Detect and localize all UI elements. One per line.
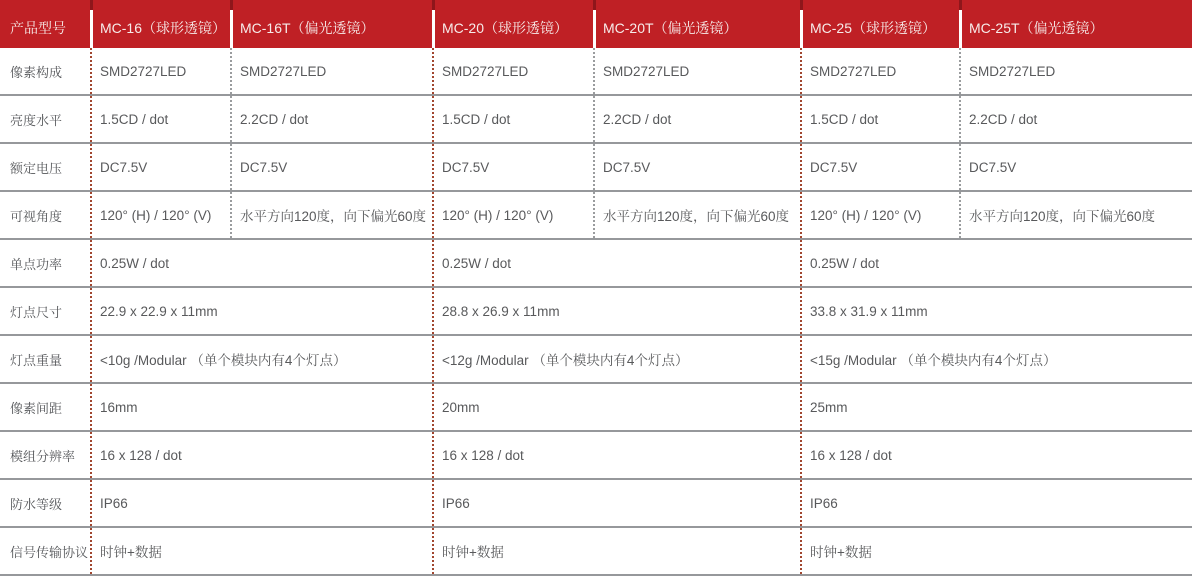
spec-value: SMD2727LED xyxy=(800,48,959,94)
row-label: 单点功率 xyxy=(10,256,63,272)
row-label: 像素间距 xyxy=(10,400,63,416)
spec-row-lamp-weight xyxy=(0,336,1192,384)
spec-value: 水平方向120度，向下偏光60度 xyxy=(593,192,800,238)
spec-row-pixel-composition xyxy=(0,48,1192,96)
spec-value: SMD2727LED xyxy=(959,48,1192,94)
spec-value: 22.9 x 22.9 x 11mm xyxy=(90,288,432,334)
spec-value: 0.25W / dot xyxy=(432,240,800,286)
spec-value: 1.5CD / dot xyxy=(432,96,593,142)
spec-value: DC7.5V xyxy=(959,144,1192,190)
spec-value: SMD2727LED xyxy=(90,48,230,94)
spec-value: SMD2727LED xyxy=(593,48,800,94)
header-cell-mc25t: MC-25T（偏光透镜） xyxy=(969,20,1104,36)
row-label: 模组分辨率 xyxy=(10,448,76,464)
header-separator xyxy=(593,0,596,48)
row-label: 可视角度 xyxy=(10,208,63,224)
spec-value: 0.25W / dot xyxy=(90,240,432,286)
spec-value: 16 x 128 / dot xyxy=(432,432,800,478)
spec-value: IP66 xyxy=(90,480,432,526)
header-cell-product-model: 产品型号 xyxy=(10,20,66,36)
spec-row-dot-power xyxy=(0,240,1192,288)
spec-value: 16mm xyxy=(90,384,432,430)
spec-row-pixel-pitch xyxy=(0,384,1192,432)
spec-value: DC7.5V xyxy=(432,144,593,190)
spec-value: DC7.5V xyxy=(593,144,800,190)
spec-value: SMD2727LED xyxy=(432,48,593,94)
spec-value: 120° (H) / 120° (V) xyxy=(90,192,230,238)
header-separator xyxy=(959,0,962,48)
spec-row-brightness xyxy=(0,96,1192,144)
spec-value: <12g /Modular （单个模块内有4个灯点） xyxy=(432,336,800,382)
spec-row-rated-voltage xyxy=(0,144,1192,192)
spec-value: 120° (H) / 120° (V) xyxy=(432,192,593,238)
row-label: 防水等级 xyxy=(10,496,63,512)
spec-value: IP66 xyxy=(800,480,1192,526)
header-separator xyxy=(90,0,93,48)
header-cell-mc16t: MC-16T（偏光透镜） xyxy=(240,20,375,36)
spec-row-viewing-angle xyxy=(0,192,1192,240)
spec-value: SMD2727LED xyxy=(230,48,432,94)
header-cell-mc25: MC-25（球形透镜） xyxy=(810,20,937,36)
spec-value: DC7.5V xyxy=(90,144,230,190)
spec-value: 28.8 x 26.9 x 11mm xyxy=(432,288,800,334)
spec-value: 16 x 128 / dot xyxy=(90,432,432,478)
spec-value: IP66 xyxy=(432,480,800,526)
row-label: 像素构成 xyxy=(10,64,63,80)
spec-value: DC7.5V xyxy=(230,144,432,190)
spec-value: 2.2CD / dot xyxy=(593,96,800,142)
row-label: 额定电压 xyxy=(10,160,63,176)
row-label: 亮度水平 xyxy=(10,112,63,128)
spec-value: 1.5CD / dot xyxy=(800,96,959,142)
header-cell-mc20: MC-20（球形透镜） xyxy=(442,20,569,36)
spec-value: 33.8 x 31.9 x 11mm xyxy=(800,288,1192,334)
spec-value: 2.2CD / dot xyxy=(959,96,1192,142)
header-separator xyxy=(230,0,233,48)
spec-value: 0.25W / dot xyxy=(800,240,1192,286)
spec-value: 25mm xyxy=(800,384,1192,430)
row-label: 灯点尺寸 xyxy=(10,304,63,320)
header-cell-mc16: MC-16（球形透镜） xyxy=(100,20,227,36)
spec-value: 1.5CD / dot xyxy=(90,96,230,142)
row-label: 信号传输协议 xyxy=(10,544,89,560)
spec-row-waterproof-rating xyxy=(0,480,1192,528)
spec-value: 水平方向120度，向下偏光60度 xyxy=(959,192,1192,238)
spec-row-module-resolution xyxy=(0,432,1192,480)
spec-value: 水平方向120度，向下偏光60度 xyxy=(230,192,432,238)
spec-value: 时钟+数据 xyxy=(800,528,1192,574)
spec-value: DC7.5V xyxy=(800,144,959,190)
spec-value: <10g /Modular （单个模块内有4个灯点） xyxy=(90,336,432,382)
spec-value: 时钟+数据 xyxy=(90,528,432,574)
header-separator xyxy=(800,0,803,48)
spec-value: 120° (H) / 120° (V) xyxy=(800,192,959,238)
spec-value: <15g /Modular （单个模块内有4个灯点） xyxy=(800,336,1192,382)
row-label: 灯点重量 xyxy=(10,352,63,368)
spec-value: 时钟+数据 xyxy=(432,528,800,574)
spec-value: 20mm xyxy=(432,384,800,430)
header-cell-mc20t: MC-20T（偏光透镜） xyxy=(603,20,738,36)
header-separator xyxy=(432,0,435,48)
spec-value: 16 x 128 / dot xyxy=(800,432,1192,478)
spec-row-signal-protocol xyxy=(0,528,1192,576)
table-header-row xyxy=(0,0,1192,48)
spec-value: 2.2CD / dot xyxy=(230,96,432,142)
spec-row-lamp-size xyxy=(0,288,1192,336)
